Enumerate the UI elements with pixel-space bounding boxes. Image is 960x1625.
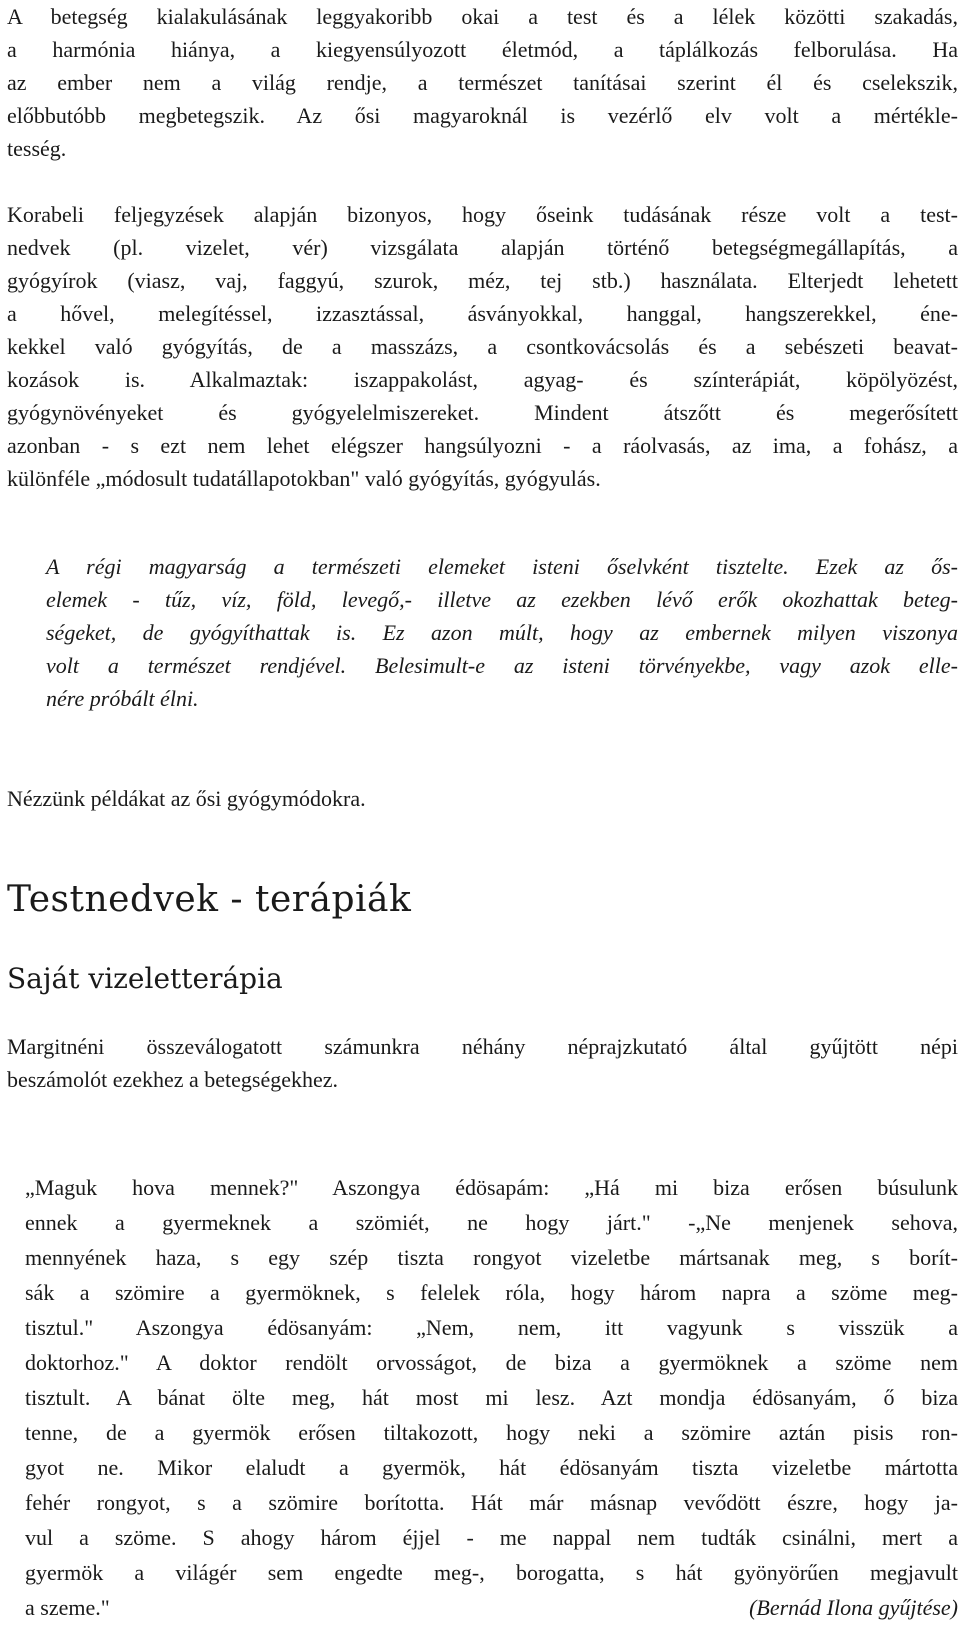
text-line: a hővel, melegítéssel, izzasztással, ásványokkal, hanggal, hangszerekkel, éne-: [7, 301, 958, 326]
text-line: kozások is. Alkalmaztak: iszappakolást, agyag- és színterápiát, köpölyözést,: [7, 367, 958, 392]
text-line: előbbutóbb megbetegszik. Az ősi magyaroknál is vezérlő elv volt a mértékle-: [7, 103, 958, 128]
text-line: mennyének haza, s egy szép tiszta rongyot vizeletbe mártsanak meg, s borít-: [25, 1245, 958, 1270]
final-line: [25, 1590, 958, 1625]
text-line: gyógynövényeket és gyógyelelmiszereket. Mindent átszőtt és megerősített: [7, 400, 958, 425]
text-line: tenne, de a gyermök erősen tiltakozott, hogy neki a szömire aztán pisis ron-: [25, 1420, 958, 1445]
examples-intro: [7, 782, 958, 815]
folk-account-quote: [25, 1170, 958, 1625]
text-line: az ember nem a világ rendje, a természet tanításai szerint él és cselekszik,: [7, 70, 958, 95]
text-line: kekkel való gyógyítás, de a masszázs, a csontkovácsolás és a sebészeti beavat-: [7, 334, 958, 359]
text-line: a harmónia hiánya, a kiegyensúlyozott életmód, a táplálkozás felborulása. Ha: [7, 37, 958, 62]
text-line: Korabeli feljegyzések alapján bizonyos, hogy őseink tudásának része volt a test-: [7, 202, 958, 227]
section-title: Testnedvek - terápiák: [7, 879, 412, 920]
text-line: elemek - tűz, víz, föld, levegő,- illetve az ezekben lévő erők okozhattak beteg-: [46, 587, 958, 612]
text-line: különféle „módosult tudatállapotokban" való gyógyítás, gyógyulás.: [7, 466, 601, 491]
text-line: tisztul." Aszongya édösanyám: „Nem, nem, itt vagyunk s visszük a: [25, 1315, 958, 1340]
text-line: doktorhoz." A doktor rendölt orvosságot, de biza a gyermöknek a szöme nem: [25, 1350, 958, 1375]
attribution: (Bernád Ilona gyűjtése): [749, 1595, 958, 1620]
italic-quote: [46, 550, 958, 715]
text-line: beszámolót ezekhez a betegségekhez.: [7, 1067, 339, 1092]
subsection-title: Saját vizeletterápia: [7, 962, 283, 995]
text-line: tisztult. A bánat ölte meg, hát most mi lesz. Azt mondja édösanyám, ő biza: [25, 1385, 958, 1410]
text-line: ségeket, de gyógyíthattak is. Ez azon múlt, hogy az embernek milyen viszonya: [46, 620, 958, 645]
text-line: ennek a gyermeknek a szömiét, ne hogy járt." -„Ne menjenek sehova,: [25, 1210, 958, 1235]
text-line: volt a természet rendjével. Belesimult-e az isteni törvényekbe, vagy azok elle-: [46, 653, 958, 678]
history-paragraph: [7, 198, 958, 495]
text-line: vul a szöme. S ahogy három éjjel - me nappal nem tudták csinálni, mert a: [25, 1525, 958, 1550]
text-line: A régi magyarság a természeti elemeket isteni őselvként tisztelte. Ezek az ős-: [46, 554, 958, 579]
collection-paragraph: [7, 1030, 958, 1096]
text-line: gyot ne. Mikor elaludt a gyermök, hát édösanyám tiszta vizeletbe mártotta: [25, 1455, 958, 1480]
text-line: Margitnéni összeválogatott számunkra néhány néprajzkutató által gyűjtött népi: [7, 1034, 958, 1059]
text-line: „Maguk hova mennek?" Aszongya édösapám: „Há mi biza erősen búsulunk: [25, 1175, 958, 1200]
text-line: sák a szömire a gyermöknek, s felelek róla, hogy három napra a szöme meg-: [25, 1280, 958, 1305]
text-line: gyermök a világér sem engedte meg-, borogatta, s hát gyönyörűen megjavult: [25, 1560, 958, 1585]
text-line: azonban - s ezt nem lehet elégszer hangsúlyozni - a ráolvasás, az ima, a fohász, a: [7, 433, 958, 458]
text-line: Nézzünk példákat az ősi gyógymódokra.: [7, 786, 366, 811]
text-line: gyógyírok (viasz, vaj, faggyú, szurok, méz, tej stb.) használata. Elterjedt lehetett: [7, 268, 958, 293]
intro-paragraph: [7, 0, 958, 165]
text-line: a szeme.": [25, 1595, 110, 1620]
text-line: fehér rongyot, s a szömire borította. Hát már másnap vevődött észre, hogy ja-: [25, 1490, 958, 1515]
text-line: nedvek (pl. vizelet, vér) vizsgálata alapján történő betegségmegállapítás, a: [7, 235, 958, 260]
text-line: nére próbált élni.: [46, 686, 199, 711]
text-line: A betegség kialakulásának leggyakoribb okai a test és a lélek közötti szakadás,: [7, 4, 958, 29]
text-line: tesség.: [7, 136, 67, 161]
